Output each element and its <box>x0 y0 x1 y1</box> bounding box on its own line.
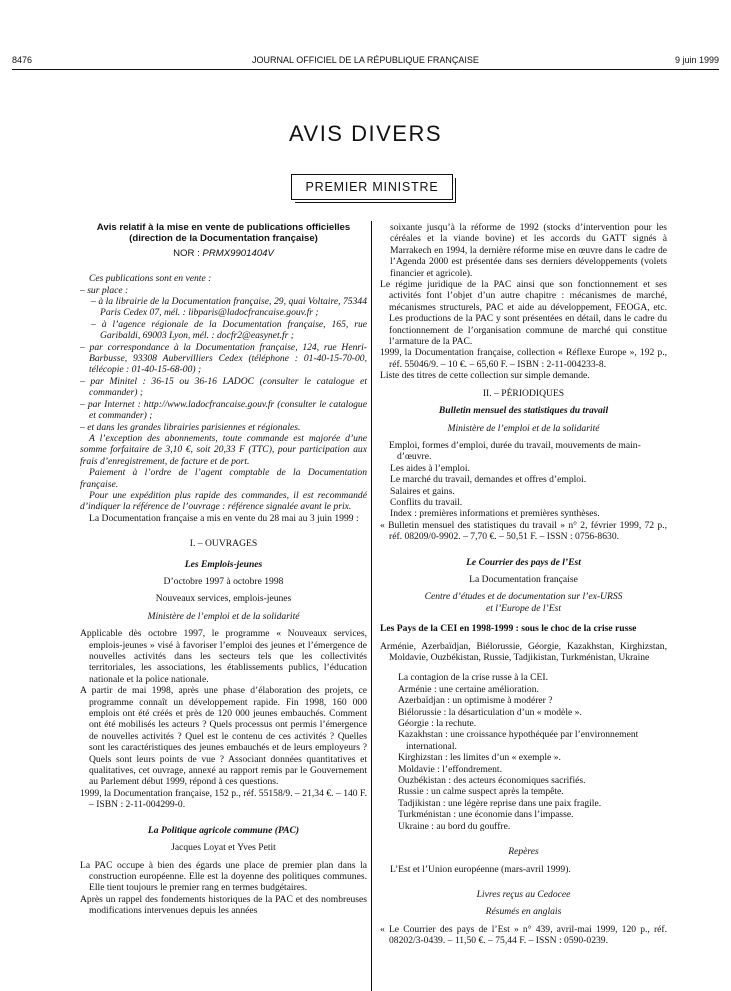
pac-paragraph-1: La PAC occupe à bien des égards une place de premier plan dans la construction européenne. Elle est la doyenne des politiques communes. Elle tient toujours le premier rang en termes budgétaires. <box>80 859 367 894</box>
notice-title: Avis relatif à la mise en vente de publications officielles <box>96 222 351 233</box>
sale-correspondance: – par correspondance à la Documentation française, 124, rue Henri-Barbusse, 93308 Aubervilliers Cedex (téléphone : 01-40-15-70-00, télécopie : 01-40-15-68-00) ; <box>80 341 367 376</box>
emplois-title: Les Emplois-jeunes <box>184 558 263 570</box>
contents-item: Biélorussie : la désarticulation d’un « modèle ». <box>398 706 582 718</box>
contents-item: Ouzbékistan : des acteurs économiques sacrifiés. <box>398 775 586 787</box>
contents-item: Turkménistan : une économie dans l’impasse. <box>398 809 574 821</box>
cei-title: Les Pays de la CEI en 1998-1999 : sous le choc de la crise russe <box>380 623 637 635</box>
pac-reference: 1999, la Documentation française, collection « Réflexe Europe », 192 p., réf. 55046/9. – 10 €. – 65,60 F. – ISBN : 2-11-004233-8. <box>380 347 667 370</box>
contents-item: Azerbaïdjan : un optimisme à modérer ? <box>398 695 553 707</box>
sale-sur-place: – sur place : <box>80 284 129 296</box>
pac-paragraph-2-continued: soixante jusqu’à la réforme de 1992 (stocks d’intervention pour les céréales et la viande bovine) et les accords du GATT signés à Marrakech en 1994, la dernière réforme mise en œuvre dans le cadre de l’Agenda 2000 est présentée dans ses derniers développements (volets financier et agricole). <box>390 222 667 279</box>
contents-item: La contagion de la crise russe à la CEI. <box>398 672 548 684</box>
sale-librairies: – et dans les grandes librairies parisiennes et régionales. <box>80 421 301 433</box>
payment-note: Paiement à l’ordre de l’agent comptable de la Documentation française. <box>80 467 367 490</box>
nor-line <box>80 248 367 259</box>
contents-item: Kirghizstan : les limites d’un « exemple ». <box>398 752 561 764</box>
right-column <box>380 222 667 947</box>
contents-item: Kazakhstan : une croissance hypothéquée par l’environnement international. <box>398 729 639 752</box>
nor-label: NOR : <box>173 247 203 259</box>
contents-item: Tadjikistan : une légère reprise dans une paix fragile. <box>398 797 602 809</box>
bulletin-ministry: Ministère de l’emploi et de la solidarité <box>447 422 600 434</box>
shipping-note: Pour une expédition plus rapide des commandes, il est recommandé d’indiquer la référence de l’ouvrage : référence signalée avant le prix. <box>80 489 367 513</box>
sale-period: La Documentation française a mis en vente du 28 mai au 3 juin 1999 : <box>89 512 359 524</box>
notice-subtitle: (direction de la Documentation française) <box>129 233 318 245</box>
cei-contents <box>380 672 667 832</box>
header-rule <box>12 69 719 70</box>
contents-item: Ukraine : au bord du gouffre. <box>398 820 511 832</box>
page-header <box>12 55 719 69</box>
contents-item: Géorgie : la rechute. <box>398 718 477 730</box>
issue-date: 9 juin 1999 <box>674 55 719 65</box>
emplois-paragraph-1: Applicable dès octobre 1997, le programme « Nouveaux services, emplois-jeunes » visé à favoriser l’emploi des jeunes et l’émergence de nouvelles activités dans les secteurs tels que les collectivités territoriales, les associations, les établissements publics, l’éducation nationale et la police nationale. <box>80 628 367 685</box>
page-number: 8476 <box>12 55 33 65</box>
contents-item: Russie : un calme suspect après la tempête. <box>398 786 564 798</box>
resumes-title: Résumés en anglais <box>485 906 562 918</box>
courrier-centre-cont: et l’Europe de l’Est <box>485 602 562 614</box>
journal-title: JOURNAL OFFICIEL DE LA RÉPUBLIQUE FRANÇAISE <box>252 55 479 65</box>
bulletin-contents <box>380 440 667 520</box>
ministry-box: PREMIER MINISTRE <box>291 174 453 200</box>
emplois-reference: 1999, la Documentation française, 152 p., réf. 55158/9. – 21,34 €. – 140 F. – ISBN : 2-11-004299-0. <box>80 787 367 811</box>
pac-paragraph-2: Après un rappel des fondements historiques de la PAC et des nombreuses modifications intervenues depuis les années <box>80 893 367 917</box>
section-periodiques: II. – PÉRIODIQUES <box>482 387 565 399</box>
section-title: AVIS DIVERS <box>288 121 443 146</box>
cei-countries: Arménie, Azerbaïdjan, Biélorussie, Géorgie, Kazakhstan, Kirghizstan, Moldavie, Ouzbékistan, Russie, Tadjikistan, Turkménistan, Ukraine <box>380 640 667 663</box>
bulletin-item: Emploi, formes d’emploi, durée du travail, mouvements de main-d’œuvre. <box>389 439 641 463</box>
bulletin-title: Bulletin mensuel des statistiques du travail <box>438 405 609 417</box>
sale-minitel: – par Minitel : 36-15 ou 36-16 LADOC (consulter le catalogue et commander) ; <box>80 375 367 399</box>
bulletin-reference: « Bulletin mensuel des statistiques du travail » n° 2, février 1999, 72 p., réf. 08209/0-9902. – 7,70 €. – 50,51 F. – ISSN : 0756-8630. <box>380 519 667 543</box>
bulletin-item: Les aides à l’emploi. <box>390 462 470 474</box>
emplois-paragraph-2: A partir de mai 1998, après une phase d’élaboration des projets, ce programme connaît un développement rapide. Fin 1998, 160 000 emplois ont été créés et près de 120 000 jeunes embauchés. Comment ont été mobilisés les acteurs ? Quels processus ont permis l’émergence de nouvelles activités ? Quel est le contenu de ces activités ? Quelles sont les caractéristiques des jeunes embauchés et de leurs employeurs ? Quels sont leurs points de vue ? Associant données quantitatives et qualitatives, cet ouvrage, annexé au rapport remis par le Gouvernement au Parlement début 1999, répond à ces questions. <box>80 685 367 788</box>
sale-librairie: – à la librairie de la Documentation française, 29, quai Voltaire, 75344 Paris Cedex 07, mél. : libparis@ladocfrancaise.gouv.fr ; <box>91 296 367 319</box>
pac-title: La Politique agricole commune (PAC) <box>147 824 300 836</box>
courrier-publisher: La Documentation française <box>469 573 578 585</box>
emplois-subtitle: Nouveaux services, emplois-jeunes <box>155 593 292 605</box>
sale-agence: – à l’agence régionale de la Documentation française, 165, rue Garibaldi, 69003 Lyon, mél. : docfr2@easynet.fr ; <box>91 318 367 342</box>
courrier-title: Le Courrier des pays de l’Est <box>466 556 581 568</box>
courrier-centre: Centre d’études et de documentation sur l’ex-URSS <box>424 591 623 603</box>
pac-collection-note: Liste des titres de cette collection sur simple demande. <box>380 370 590 382</box>
nor-value: PRMX9901404V <box>202 247 274 259</box>
sale-intro: Ces publications sont en vente : <box>89 273 212 285</box>
bulletin-item: Le marché du travail, demandes et offres d’emploi. <box>390 474 587 486</box>
emplois-ministry: Ministère de l’emploi et de la solidarité <box>147 610 300 622</box>
exception-note: A l’exception des abonnements, toute commande est majorée d’une somme forfaitaire de 3,10 €, soit 20,33 F (TTC), pour participation aux frais d’enregistrement, de facture et de port. <box>80 432 367 467</box>
section-ouvrages: I. – OUVRAGES <box>189 538 258 550</box>
contents-item: Arménie : une certaine amélioration. <box>398 683 539 695</box>
courrier-reference: « Le Courrier des pays de l’Est » n° 439, avril-mai 1999, 120 p., réf. 08202/3-0439. – 11,50 €. – 75,44 F. – ISSN : 0590-0239. <box>380 923 667 947</box>
pac-paragraph-3: Le régime juridique de la PAC ainsi que son fonctionnement et ses activités font l’objet d’un autre chapitre : mécanismes de marché, mécanismes structurels, PAC et aide au développement, FEOGA, etc. Les productions de la PAC y sont présentées en détail, dans le cadre du fonctionnement de l’organisation commune de marché qui constitue l’armature de la PAC. <box>380 279 667 348</box>
sale-internet: – par Internet : http://www.ladocfrancaise.gouv.fr (consulter le catalogue et commander) ; <box>80 398 367 422</box>
pac-authors: Jacques Loyat et Yves Petit <box>171 842 276 854</box>
contents-item: Moldavie : l’effondrement. <box>398 763 502 775</box>
livres-title: Livres reçus au Cedocee <box>476 888 571 900</box>
bulletin-item: Index : premières informations et premières synthèses. <box>390 508 600 520</box>
bulletin-item: Salaires et gains. <box>390 485 455 497</box>
bulletin-item: Conflits du travail. <box>390 496 463 508</box>
reperes-text: L’Est et l’Union européenne (mars-avril 1999). <box>390 863 571 875</box>
column-divider <box>371 221 372 991</box>
emplois-period: D’octobre 1997 à octobre 1998 <box>163 575 284 587</box>
left-column <box>80 222 367 917</box>
reperes-title: Repères <box>508 846 539 858</box>
